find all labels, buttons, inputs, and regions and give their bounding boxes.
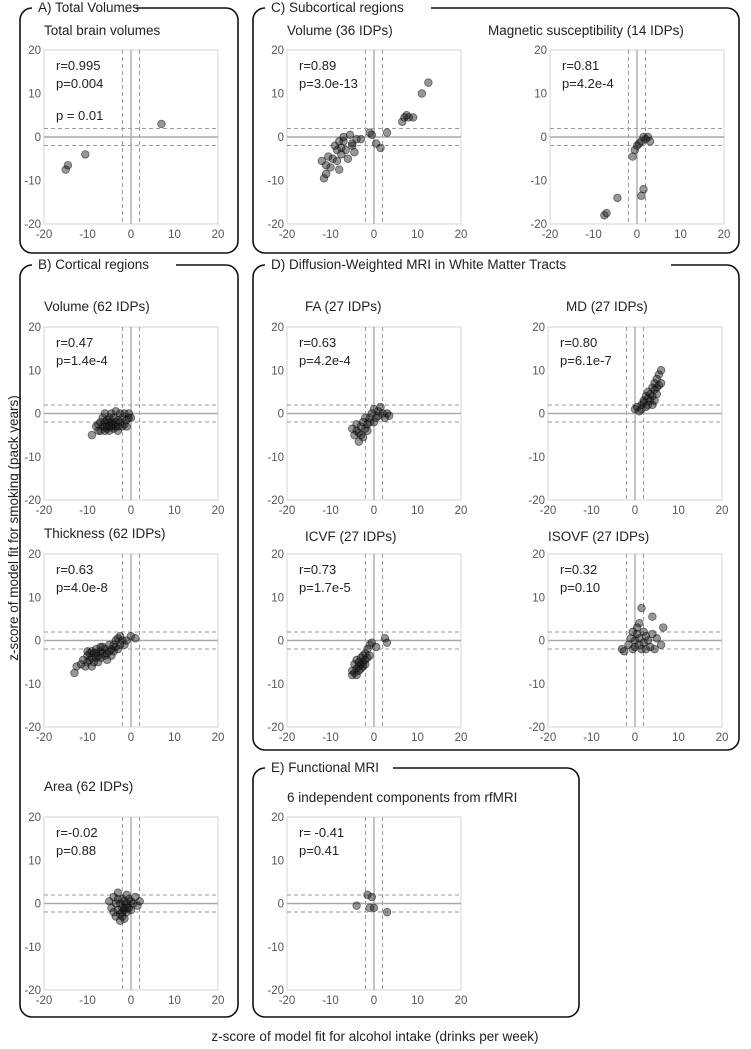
y-tick-label: 20 [271,322,284,334]
plot-subtitle: Total brain volumes [44,23,161,38]
data-point [659,624,667,632]
y-tick-label: 0 [277,408,284,421]
x-tick-label: 10 [672,732,685,744]
data-point [368,131,376,139]
data-point [136,898,144,906]
plot-subtitle: Volume (36 IDPs) [287,23,393,38]
y-tick-label: -10 [24,678,41,691]
y-tick-label: 20 [28,45,41,57]
scatter-plot-dwi_fa [267,299,467,517]
x-tick-label: 20 [715,505,729,517]
data-point [366,652,374,660]
y-tick-label: -20 [267,722,284,734]
y-axis-label: z-score of model fit for smoking (pack years) [6,395,21,661]
y-tick-label: -20 [24,219,41,231]
x-tick-label: 10 [168,732,181,744]
x-tick-label: 0 [127,995,135,1007]
y-tick-label: 10 [28,592,41,605]
data-point [368,893,376,901]
p-value-label: p=4.2e-4 [299,353,351,368]
x-tick-label: -20 [278,505,296,517]
p-value-label: p=0.004 [56,76,104,91]
data-point [657,366,665,374]
x-tick-label: -20 [541,229,559,241]
x-tick-label: 20 [211,732,225,744]
y-tick-label: -20 [528,495,545,507]
scatter-plot-cort_thick [24,526,224,744]
y-tick-label: 20 [532,549,545,561]
y-tick-label: -10 [528,451,545,464]
data-point [158,120,166,128]
data-point [333,157,341,165]
x-tick-label: 20 [211,995,225,1007]
data-point [370,904,378,912]
panel-title-e: E) Functional MRI [271,760,380,775]
x-tick-label: -10 [583,732,600,744]
x-tick-label: 20 [454,229,468,241]
panel-title-a: A) Total Volumes [38,0,140,15]
plot-subtitle: ICVF (27 IDPs) [305,529,397,544]
data-point [372,643,380,651]
scatter-plot-dwi_icvf [267,529,467,744]
data-point [84,648,92,656]
y-tick-label: -10 [24,175,41,188]
p-value-label: p=0.88 [56,843,97,858]
plots-layer [24,23,730,1007]
y-tick-label: 20 [271,549,284,561]
y-tick-label: 20 [28,812,41,824]
data-point [95,427,103,435]
data-point [614,194,622,202]
x-tick-label: 20 [715,732,729,744]
p-value-label: p=1.4e-4 [56,353,108,368]
y-tick-label: 0 [34,132,41,144]
x-tick-label: 0 [127,229,135,241]
y-tick-label: -10 [267,451,284,464]
y-tick-label: -20 [24,722,41,734]
data-point [383,129,391,137]
x-tick-label: 20 [454,995,468,1007]
data-point [127,414,135,422]
data-point [82,151,90,159]
data-point [425,79,433,87]
data-point [377,144,385,152]
y-tick-label: -20 [530,219,547,231]
scatter-plot-dwi_md [528,299,728,517]
correlation-label: r= -0.41 [299,825,345,840]
y-tick-label: 0 [277,132,284,144]
data-point [322,170,330,178]
x-tick-label: -10 [322,505,339,517]
plot-subtitle: FA (27 IDPs) [305,299,382,314]
y-tick-label: -10 [24,941,41,954]
data-point [88,431,96,439]
x-tick-label: 0 [631,732,639,744]
y-tick-label: 0 [540,132,547,144]
x-tick-label: 20 [454,732,468,744]
y-tick-label: 0 [277,635,284,648]
y-tick-label: 20 [28,549,41,561]
data-point [97,643,105,651]
x-tick-label: 10 [674,229,687,241]
data-point [653,390,661,398]
plot-subtitle: MD (27 IDPs) [566,299,648,314]
panel-title-c: C) Subcortical regions [271,0,404,15]
x-tick-label: -10 [79,732,96,744]
y-tick-label: -20 [24,985,41,997]
x-tick-label: 20 [211,505,225,517]
scatter-plot-fmri [267,790,517,1007]
plot-subtitle: Thickness (62 IDPs) [44,526,166,541]
x-tick-label: -20 [35,995,53,1007]
data-point [353,902,361,910]
y-tick-label: -10 [530,175,547,188]
scatter-plot-cort_vol [24,299,224,517]
x-tick-label: 0 [370,505,378,517]
plot-subtitle: Magnetic susceptibility (14 IDPs) [488,23,684,38]
data-point [123,423,131,431]
x-tick-label: -20 [278,732,296,744]
y-tick-label: 20 [271,45,284,57]
data-point [64,161,72,169]
x-tick-label: -10 [322,732,339,744]
data-point [383,908,391,916]
p-value-label: p=0.41 [299,843,340,858]
panel-title-d: D) Diffusion-Weighted MRI in White Matter Tracts [271,257,567,272]
data-point [409,114,417,122]
y-tick-label: 20 [532,322,545,334]
x-tick-label: -20 [278,995,296,1007]
y-tick-label: 20 [28,322,41,334]
p-value-label: p=1.7e-5 [299,580,351,595]
correlation-label: r=0.89 [299,58,337,73]
data-point [327,164,335,172]
y-tick-label: -20 [24,495,41,507]
y-tick-label: -20 [267,219,284,231]
x-tick-label: 10 [672,505,685,517]
x-tick-label: 10 [411,505,424,517]
y-tick-label: -10 [267,175,284,188]
correlation-label: r=0.73 [299,562,337,577]
data-point [132,635,140,643]
x-tick-label: -10 [79,995,96,1007]
y-tick-label: 0 [538,408,545,421]
correlation-label: r=-0.02 [56,825,98,840]
y-tick-label: -20 [267,495,284,507]
y-tick-label: 10 [534,88,547,101]
data-point [351,148,359,156]
data-point [649,613,657,621]
y-tick-label: 10 [532,365,545,378]
x-tick-label: 0 [370,732,378,744]
correlation-label: r=0.47 [56,335,94,350]
y-tick-label: -10 [24,451,41,464]
x-tick-label: 10 [168,505,181,517]
correlation-label: r=0.80 [560,335,598,350]
y-tick-label: -10 [267,941,284,954]
plot-subtitle: Volume (62 IDPs) [44,299,150,314]
data-point [636,619,644,627]
plot-subtitle: 6 independent components from rfMRI [287,790,518,805]
extra-p-label: p = 0.01 [56,108,104,123]
x-tick-label: -20 [35,505,53,517]
plot-subtitle: ISOVF (27 IDPs) [548,529,650,544]
x-tick-label: 10 [411,229,424,241]
x-tick-label: -10 [322,995,339,1007]
x-tick-label: -10 [585,229,602,241]
y-tick-label: 0 [277,898,284,911]
scatter-plot-cort_area [24,779,224,1007]
x-tick-label: -10 [583,505,600,517]
panel-title-b: B) Cortical regions [38,257,150,272]
data-point [657,379,665,387]
data-point [105,423,113,431]
scatter-plot-subc_sus [488,23,730,241]
p-value-label: p=6.1e-7 [560,353,612,368]
y-tick-label: 10 [28,365,41,378]
correlation-label: r=0.63 [56,562,94,577]
x-tick-label: 10 [411,732,424,744]
x-tick-label: 20 [717,229,731,241]
x-tick-label: -20 [539,505,557,517]
data-point [123,904,131,912]
y-tick-label: 20 [534,45,547,57]
data-point [657,641,665,649]
correlation-label: r=0.995 [56,58,101,73]
data-point [651,645,659,653]
p-value-label: p=0.10 [560,580,601,595]
x-tick-label: -10 [79,229,96,241]
x-tick-label: 0 [370,229,378,241]
scatter-plot-subc_vol [267,23,467,241]
data-point [342,146,350,154]
x-tick-label: 0 [127,732,135,744]
data-point [638,604,646,612]
data-point [603,209,611,217]
y-tick-label: 10 [532,592,545,605]
x-tick-label: 0 [370,995,378,1007]
y-tick-label: 10 [271,592,284,605]
x-tick-label: 0 [631,505,639,517]
correlation-label: r=0.81 [562,58,600,73]
y-tick-label: -20 [267,985,284,997]
x-tick-label: -20 [539,732,557,744]
y-tick-label: 10 [271,88,284,101]
data-point [383,639,391,647]
correlation-label: r=0.32 [560,562,598,577]
x-tick-label: -10 [79,505,96,517]
y-tick-label: 10 [271,855,284,868]
x-tick-label: -20 [278,229,296,241]
y-tick-label: 10 [271,365,284,378]
data-point [344,155,352,163]
x-tick-label: 20 [211,229,225,241]
y-tick-label: 0 [538,635,545,648]
x-tick-label: 20 [454,505,468,517]
x-tick-label: 10 [168,995,181,1007]
y-tick-label: 10 [28,855,41,868]
x-tick-label: -20 [35,229,53,241]
correlation-label: r=0.63 [299,335,337,350]
data-point [640,185,648,193]
y-tick-label: 10 [28,88,41,101]
data-point [418,90,426,98]
data-point [335,166,343,174]
x-tick-label: 0 [633,229,641,241]
x-tick-label: -10 [322,229,339,241]
p-value-label: p=4.2e-4 [562,76,614,91]
p-value-label: p=3.0e-13 [299,76,358,91]
y-tick-label: 0 [34,898,41,911]
y-tick-label: -10 [267,678,284,691]
data-point [346,131,354,139]
p-value-label: p=4.0e-8 [56,580,108,595]
x-axis-label: z-score of model fit for alcohol intake (drinks per week) [211,1029,539,1044]
x-tick-label: 0 [127,505,135,517]
data-point [364,427,372,435]
data-point [385,412,393,420]
plot-subtitle: Area (62 IDPs) [44,779,134,794]
data-point [646,138,654,146]
y-tick-label: -20 [528,722,545,734]
x-tick-label: 10 [168,229,181,241]
y-tick-label: 0 [34,635,41,648]
scatter-plot-total [24,23,224,241]
x-tick-label: 10 [411,995,424,1007]
y-tick-label: -10 [528,678,545,691]
data-point [357,135,365,143]
scatter-plot-dwi_isovf [528,529,728,744]
y-tick-label: 0 [34,408,41,421]
x-tick-label: -20 [35,732,53,744]
y-tick-label: 20 [271,812,284,824]
